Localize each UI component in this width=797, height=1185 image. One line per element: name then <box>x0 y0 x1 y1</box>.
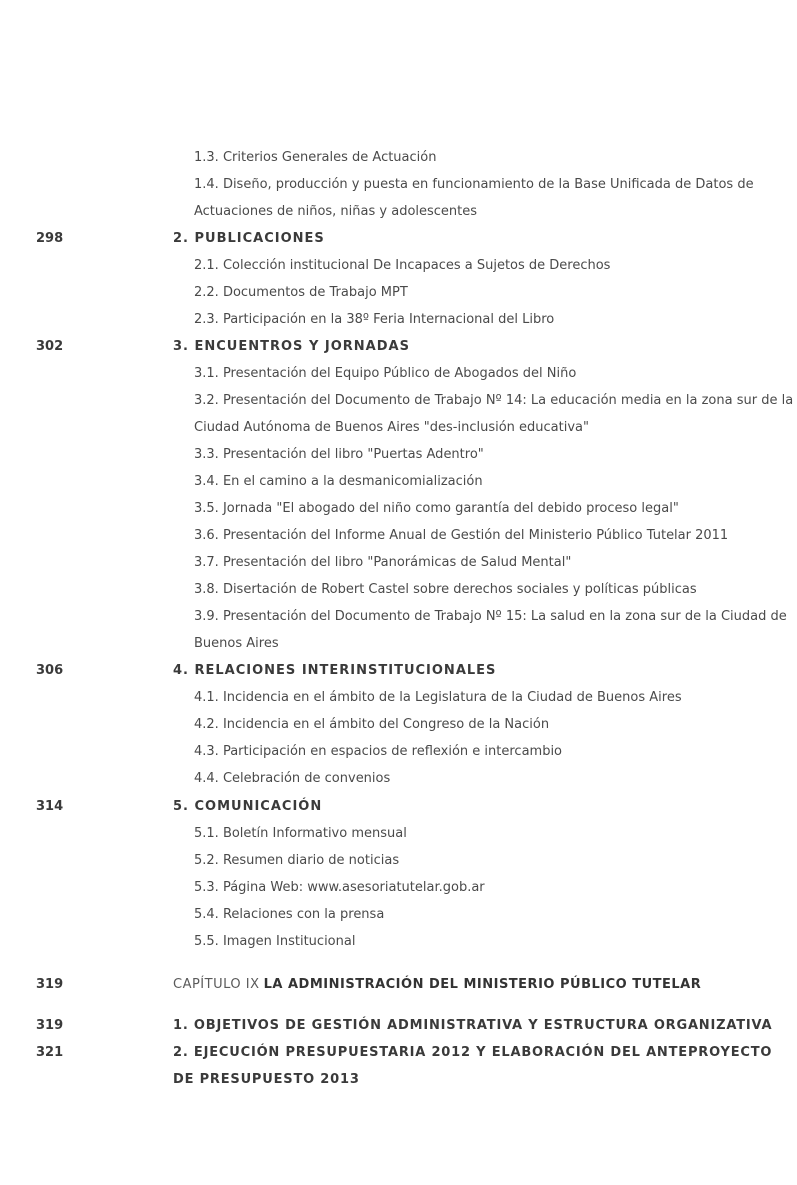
toc-item-3-2 <box>0 391 797 445</box>
chapter-label: CAPÍTULO IX <box>173 977 260 992</box>
toc-item-4-3 <box>0 742 797 769</box>
chapter-title: LA ADMINISTRACIÓN DEL MINISTERIO PÚBLICO TUTELAR <box>263 977 702 992</box>
toc-item-label: 5.5. Imagen Institucional <box>194 934 356 949</box>
toc-item-4-4 <box>0 769 797 796</box>
toc-item-label: 4.2. Incidencia en el ámbito del Congreso de la Nación <box>194 717 550 732</box>
toc-item-3-3 <box>0 445 797 472</box>
section-title: 5. COMUNICACIÓN <box>173 799 323 814</box>
toc-item-3-5 <box>0 499 797 526</box>
toc-item-label: 1.3. Criterios Generales de Actuación <box>194 150 437 165</box>
toc-section-3 <box>0 337 797 364</box>
page-number: 298 <box>36 231 64 246</box>
toc-item-label: 3.7. Presentación del libro "Panorámicas de Salud Mental" <box>194 555 572 570</box>
toc-item-3-9 <box>0 607 797 661</box>
toc-item-2-2 <box>0 283 797 310</box>
toc-item-3-4 <box>0 472 797 499</box>
toc-item-label: 5.3. Página Web: www.asesoriatutelar.gob.ar <box>194 880 485 895</box>
section-title: 2. PUBLICACIONES <box>173 231 325 246</box>
toc-item-5-2 <box>0 851 797 878</box>
page-number: 319 <box>36 1018 64 1033</box>
toc-section-4 <box>0 661 797 688</box>
toc-item-label: 3.8. Disertación de Robert Castel sobre derechos sociales y políticas públicas <box>194 582 697 597</box>
toc-item-label: 3.3. Presentación del libro "Puertas Adentro" <box>194 447 484 462</box>
toc-item-label: 4.1. Incidencia en el ámbito de la Legislatura de la Ciudad de Buenos Aires <box>194 690 682 705</box>
toc-item-label: 5.2. Resumen diario de noticias <box>194 853 400 868</box>
toc-item-3-7 <box>0 553 797 580</box>
section-title: 2. EJECUCIÓN PRESUPUESTARIA 2012 Y ELABORACIÓN DEL ANTEPROYECTO DE PRESUPUESTO 2013 <box>173 1045 773 1087</box>
toc-item-label: 3.4. En el camino a la desmanicomialización <box>194 474 483 489</box>
toc-item-label: 2.3. Participación en la 38º Feria Internacional del Libro <box>194 312 555 327</box>
toc-item-label: 5.4. Relaciones con la prensa <box>194 907 385 922</box>
section-title: 4. RELACIONES INTERINSTITUCIONALES <box>173 663 497 678</box>
toc-item-label: 3.9. Presentación del Documento de Trabajo Nº 15: La salud en la zona sur de la Ciudad de Buenos Aires <box>194 609 787 651</box>
section-title: 1. OBJETIVOS DE GESTIÓN ADMINISTRATIVA Y ESTRUCTURA ORGANIZATIVA <box>173 1018 773 1033</box>
page-number: 314 <box>36 799 64 814</box>
toc-section-5 <box>0 797 797 824</box>
toc-item-5-1 <box>0 824 797 851</box>
toc-chapter-9-item-2 <box>0 1043 797 1097</box>
toc-item-label: 4.3. Participación en espacios de reflexión e intercambio <box>194 744 563 759</box>
toc-item-2-1 <box>0 256 797 283</box>
page-number: 306 <box>36 663 64 678</box>
toc-item-label: 3.6. Presentación del Informe Anual de Gestión del Ministerio Público Tutelar 2011 <box>194 528 729 543</box>
toc-item-5-5 <box>0 932 797 959</box>
toc-item-label: 1.4. Diseño, producción y puesta en funcionamiento de la Base Unificada de Datos de Actuaciones de niños, niñas y adolescentes <box>194 177 754 219</box>
toc-chapter-9 <box>0 975 797 1002</box>
toc-item-5-3 <box>0 878 797 905</box>
toc-item-label: 2.2. Documentos de Trabajo MPT <box>194 285 408 300</box>
toc-item-4-1 <box>0 688 797 715</box>
toc-item-5-4 <box>0 905 797 932</box>
chapter-heading <box>173 975 701 995</box>
toc-item-label: 2.1. Colección institucional De Incapaces a Sujetos de Derechos <box>194 258 611 273</box>
page-number: 302 <box>36 339 64 354</box>
toc-item-label: 3.1. Presentación del Equipo Público de Abogados del Niño <box>194 366 577 381</box>
toc-item-1-4 <box>0 175 797 229</box>
toc-item-label: 3.5. Jornada "El abogado del niño como garantía del debido proceso legal" <box>194 501 679 516</box>
page-number: 321 <box>36 1045 64 1060</box>
toc-item-label: 3.2. Presentación del Documento de Trabajo Nº 14: La educación media en la zona sur de la Ciudad Autónoma de Buenos Aires "des-inclusión educativa" <box>194 393 794 435</box>
page-number: 319 <box>36 977 64 992</box>
toc-item-4-2 <box>0 715 797 742</box>
toc-item-label: 4.4. Celebración de convenios <box>194 771 391 786</box>
toc-section-2 <box>0 229 797 256</box>
toc-item-2-3 <box>0 310 797 337</box>
toc-item-label: 5.1. Boletín Informativo mensual <box>194 826 407 841</box>
toc-item-3-6 <box>0 526 797 553</box>
section-title: 3. ENCUENTROS Y JORNADAS <box>173 339 410 354</box>
